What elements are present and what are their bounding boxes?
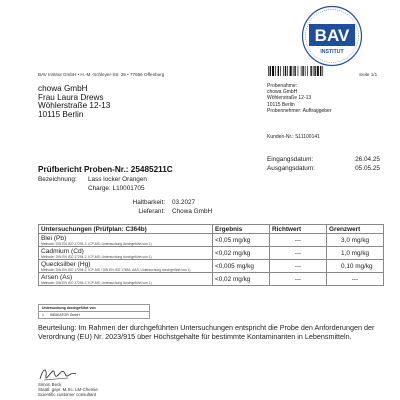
sampling-label: Probenahme: bbox=[267, 83, 298, 89]
receipt-date: 26.04.25 bbox=[355, 156, 380, 163]
header-tests: Untersuchungen (Prüfplan: C364b) bbox=[39, 225, 213, 234]
product-meta bbox=[38, 199, 212, 216]
designation-label: Bezeichnung: bbox=[38, 176, 77, 183]
recipient-city: 10115 Berlin bbox=[38, 109, 84, 119]
limit-value: 0,10 mg/kg bbox=[327, 260, 384, 273]
sampling-city: 10115 Berlin bbox=[267, 101, 295, 108]
guide-value: --- bbox=[270, 273, 327, 286]
signer-title: Staatl. gepr. M.Sc. LM-Chemie bbox=[38, 386, 98, 392]
bav-logo bbox=[301, 5, 363, 67]
designation-value: Lass locker Orangen bbox=[88, 176, 147, 183]
result-value: <0,02 mg/kg bbox=[213, 247, 270, 260]
shelf-life-label: Haltbarkeit: bbox=[132, 199, 165, 206]
signer-block bbox=[38, 383, 98, 397]
issue-date-label: Ausgangsdatum: bbox=[267, 164, 315, 172]
parameter-name: Arsen (As) bbox=[41, 273, 73, 281]
results-table bbox=[38, 224, 384, 286]
guide-value: --- bbox=[270, 260, 327, 273]
subcontract-number: 1 bbox=[42, 313, 44, 317]
sampler: Probennehmer: Auftraggeber bbox=[267, 107, 332, 114]
supplier-value: Chowa GmbH bbox=[172, 207, 213, 215]
table-row bbox=[39, 234, 384, 247]
sampling-street: Wöhlerstraße 12-13 bbox=[267, 95, 312, 102]
subcontract-box bbox=[38, 304, 150, 319]
guide-value: --- bbox=[270, 247, 327, 260]
supplier-label: Lieferant: bbox=[138, 207, 165, 215]
limit-value: --- bbox=[327, 273, 384, 286]
sampling-company: chowa GmbH bbox=[267, 89, 298, 96]
table-row bbox=[39, 247, 384, 260]
signer-role: Scientific customer consultant bbox=[38, 391, 97, 397]
sender-line: BAV Institut GmbH • H.-M.-Schleyer-Str. 25 • 77656 Offenburg bbox=[38, 72, 165, 77]
table-header-row bbox=[39, 225, 384, 234]
recipient-address bbox=[38, 85, 110, 119]
header-guide-value: Richtwert bbox=[270, 225, 327, 234]
subcontract-header: Untersuchung durchgeführt von bbox=[39, 305, 149, 312]
result-value: <0,05 mg/kg bbox=[213, 234, 270, 247]
page-number: Seite 1/1 bbox=[359, 72, 378, 77]
customer-number: Kunden-Nr.: S11100141 bbox=[267, 134, 320, 140]
header-result: Ergebnis bbox=[213, 225, 270, 234]
parameter-method: Methode: DIN EN ISO 17294-2, ICP-MS; Untersuchung durchgeführt von 1) bbox=[41, 241, 152, 246]
result-value: <0,005 mg/kg bbox=[213, 260, 270, 273]
table-row bbox=[39, 273, 384, 286]
dates-block bbox=[267, 156, 380, 173]
limit-value: 3,0 mg/kg bbox=[327, 234, 384, 247]
limit-value: 1,0 mg/kg bbox=[327, 247, 384, 260]
parameter-name: Quecksilber (Hg) bbox=[41, 260, 91, 268]
receipt-date-label: Eingangsdatum: bbox=[267, 156, 314, 163]
parameter-method: Methode: DIN EN ISO 17294-2, ICP-MS; Untersuchung durchgeführt von 1) bbox=[41, 280, 152, 285]
svg-text:INSTITUT: INSTITUT bbox=[320, 49, 344, 55]
parameter-method: Methode: DIN EN ISO 17294-2, ICP-MS / DIN EN ISO 17852, AAS; Untersuchung durchgeführt von 1) bbox=[41, 267, 191, 272]
table-row bbox=[39, 260, 384, 273]
subcontract-lab: INDIKATOR GmbH bbox=[50, 313, 80, 317]
recipient-street: Wöhlerstraße 12-13 bbox=[38, 101, 111, 111]
charge-value: Charge: L10001705 bbox=[88, 184, 145, 192]
recipient-company: chowa GmbH bbox=[38, 84, 88, 93]
parameter-method: Methode: DIN EN ISO 17294-2, ICP-MS; Untersuchung durchgeführt von 1) bbox=[41, 254, 152, 259]
parameter-name: Cadmium (Cd) bbox=[41, 247, 84, 255]
shelf-life-value: 03.2027 bbox=[172, 199, 196, 206]
svg-text:BAV: BAV bbox=[314, 26, 350, 45]
signer-name: Simon Beck bbox=[38, 382, 62, 387]
assessment-text: Beurteilung: Im Rahmen der durchgeführten Untersuchungen entspricht die Probe den Anforderungen der Verordnung (EU) Nr. 2023/915 über Höchstgehalte für bestimmte Kontaminanten in Lebensmitteln. bbox=[38, 323, 375, 342]
signature bbox=[38, 364, 78, 384]
parameter-name: Blei (Pb) bbox=[41, 234, 67, 242]
designation-block bbox=[38, 176, 147, 193]
barcode bbox=[268, 66, 343, 76]
recipient-contact: Frau Laura Drews bbox=[38, 92, 104, 102]
header-limit-value: Grenzwert bbox=[327, 225, 384, 234]
guide-value: --- bbox=[270, 234, 327, 247]
result-value: <0,02 mg/kg bbox=[213, 273, 270, 286]
issue-date: 05.05.25 bbox=[355, 164, 380, 172]
report-title: Prüfbericht Proben-Nr.: 25485211C bbox=[38, 165, 173, 174]
sampling-info bbox=[267, 83, 332, 114]
